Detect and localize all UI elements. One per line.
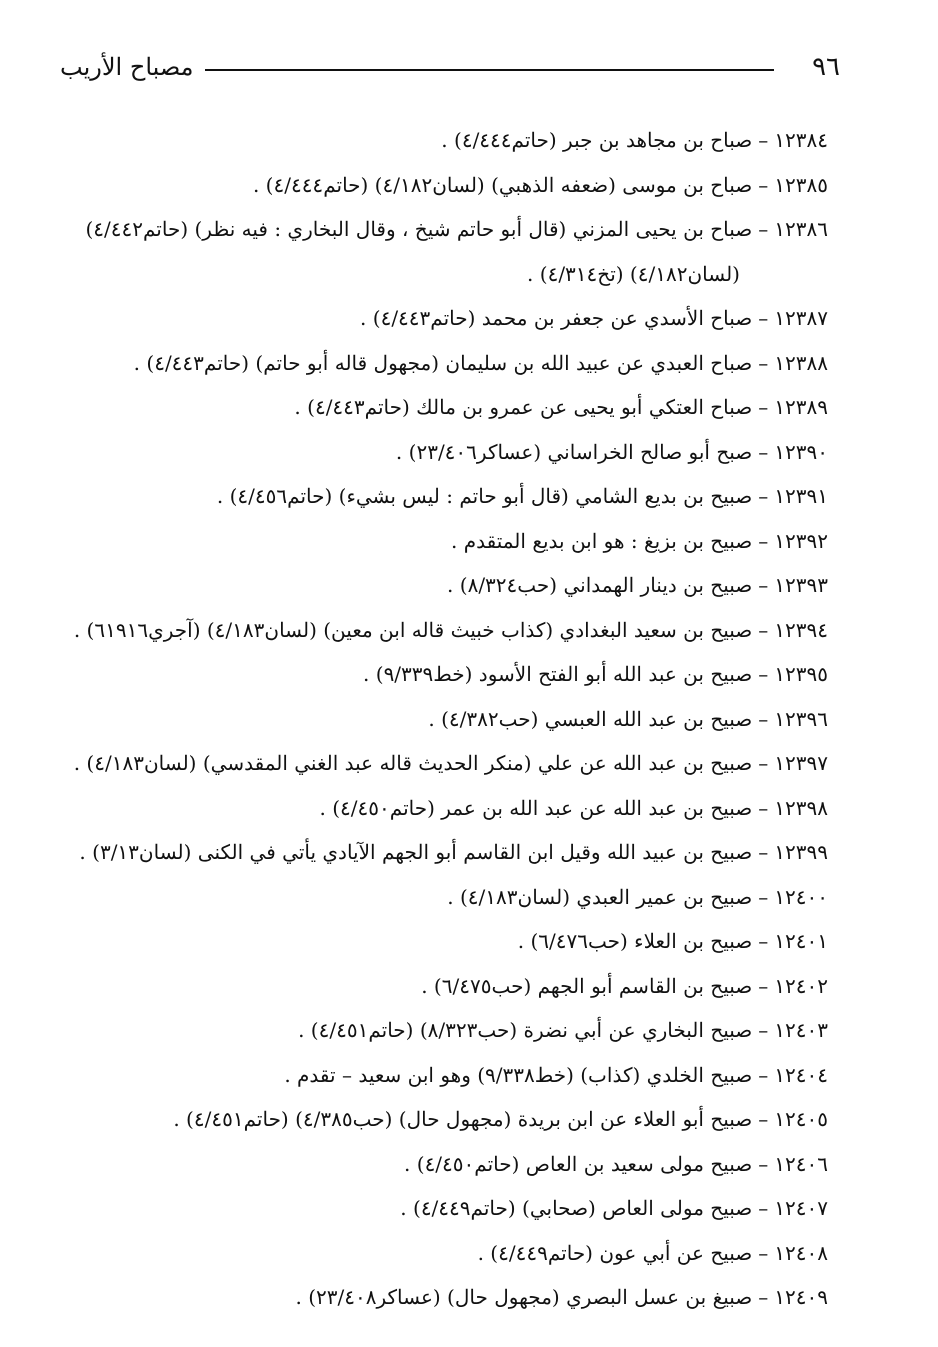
entry-row xyxy=(40,652,828,697)
entry-number: ١٢٤٠٢ xyxy=(774,973,828,998)
page-number: ٩٦ xyxy=(812,52,840,82)
entry-dash: – xyxy=(758,1062,769,1087)
entry-row xyxy=(40,207,828,296)
entry-text: صبيح مولى سعيد بن العاص (حاتم٤/٤٥٠) . xyxy=(404,1151,753,1176)
entry-text: صباح العتكي أبو يحيى عن عمرو بن مالك (حاتم٤/٤٤٣) . xyxy=(294,395,753,419)
entry-number: ١٢٣٨٧ xyxy=(774,306,828,330)
entry-dash: – xyxy=(758,1285,769,1309)
entry-row xyxy=(40,519,828,564)
entry-row xyxy=(40,1053,828,1098)
entry-row xyxy=(40,1231,828,1276)
entry-dash: – xyxy=(758,706,769,731)
entry-row xyxy=(40,296,828,341)
entry-dash: – xyxy=(758,1151,769,1176)
entry-dash: – xyxy=(758,484,769,508)
entry-number: ١٢٤٠٠ xyxy=(774,884,828,909)
entry-row xyxy=(40,919,828,964)
entry-number: ١٢٣٨٥ xyxy=(774,172,828,197)
entry-dash: – xyxy=(758,306,769,330)
entry-row xyxy=(40,1008,828,1053)
entry-text: صباح بن يحيى المزني (قال أبو حاتم شيخ ، وقال البخاري : فيه نظر) (حاتم٤/٤٤٢) xyxy=(85,217,753,241)
entry-dash: – xyxy=(758,1196,769,1220)
entry-text: صبيح بن عبد الله أبو الفتح الأسود (خط٩/٣٣٩) . xyxy=(363,662,753,686)
entry-number: ١٢٣٩٦ xyxy=(774,706,828,731)
entry-row xyxy=(40,430,828,475)
running-title: مصباح الأريب xyxy=(60,53,194,81)
entry-text: صبيح أبو العلاء عن ابن بريدة (مجهول حال) (حب٤/٣٨٥) (حاتم٤/٤٥١) . xyxy=(173,1107,753,1131)
entry-dash: – xyxy=(758,751,769,775)
entry-number: ١٢٣٩٣ xyxy=(774,573,828,597)
entry-row xyxy=(40,608,828,653)
entry-dash: – xyxy=(758,439,769,464)
entry-dash: – xyxy=(758,840,769,864)
entry-text: صبيح بن سعيد البغدادي (كذاب خبيث قاله ابن معين) (لسان٤/١٨٣) (آجري٦١٩١٦) . xyxy=(73,617,753,642)
entry-number: ١٢٤٠٣ xyxy=(774,1018,828,1042)
entry-number: ١٢٤٠٩ xyxy=(774,1285,828,1309)
entry-text: صبيح مولى العاص (صحابي) (حاتم٤/٤٤٩) . xyxy=(400,1196,753,1220)
entry-text: صبيح عن أبي عون (حاتم٤/٤٤٩) . xyxy=(477,1240,753,1265)
entry-row xyxy=(40,385,828,430)
entry-number: ١٢٣٩٤ xyxy=(774,617,828,642)
entry-row xyxy=(40,1097,828,1142)
entry-text: صبيح البخاري عن أبي نضرة (حب٨/٣٢٣) (حاتم٤/٤٥١) . xyxy=(298,1018,753,1042)
entry-dash: – xyxy=(758,662,769,686)
entry-row xyxy=(40,118,828,163)
entry-dash: – xyxy=(758,1107,769,1131)
entry-dash: – xyxy=(758,795,769,820)
entry-number: ١٢٣٨٦ xyxy=(774,217,828,241)
entry-text: صبيح بن القاسم أبو الجهم (حب٦/٤٧٥) . xyxy=(421,973,753,998)
entry-text: صباح بن مجاهد بن جبر (حاتم٤/٤٤٤) . xyxy=(441,128,753,152)
entry-number: ١٢٤٠٨ xyxy=(774,1240,828,1265)
entry-row xyxy=(40,474,828,519)
entry-row xyxy=(40,1142,828,1187)
entry-number: ١٢٤٠٦ xyxy=(774,1151,828,1176)
entry-number: ١٢٣٩٧ xyxy=(774,751,828,775)
entry-number: ١٢٣٩٢ xyxy=(774,528,828,553)
entry-text: صبح أبو صالح الخراساني (عساكر٢٣/٤٠٦) . xyxy=(395,439,753,464)
entry-row xyxy=(40,830,828,875)
page-header xyxy=(60,48,840,88)
entry-number: ١٢٣٨٩ xyxy=(774,395,828,419)
entry-row xyxy=(40,341,828,386)
entry-text: صباح العبدي عن عبيد الله بن سليمان (مجهول قاله أبو حاتم) (حاتم٤/٤٤٣) . xyxy=(133,350,753,375)
entry-row xyxy=(40,1275,828,1320)
entry-row xyxy=(40,786,828,831)
entry-text: صبيغ بن عسل البصري (مجهول حال) (عساكر٢٣/٤٠٨) . xyxy=(295,1285,753,1309)
header-rule xyxy=(205,69,774,71)
entry-number: ١٢٣٨٤ xyxy=(774,128,828,152)
entry-dash: – xyxy=(758,617,769,642)
entry-dash: – xyxy=(758,973,769,998)
entry-text: صبيح بن عبد الله عن عبد الله بن عمر (حاتم٤/٤٥٠) . xyxy=(319,795,753,820)
entry-dash: – xyxy=(758,884,769,909)
entry-number: ١٢٣٩٨ xyxy=(774,795,828,820)
entry-text: صبيح بن دينار الهمداني (حب٨/٣٢٤) . xyxy=(447,573,753,597)
entry-number: ١٢٤٠١ xyxy=(774,929,828,953)
entry-row xyxy=(40,697,828,742)
entry-text: صبيح بن عبد الله العبسي (حب٤/٣٨٢) . xyxy=(428,706,753,731)
entry-text: صبيح بن العلاء (حب٦/٤٧٦) . xyxy=(517,929,753,953)
entry-row xyxy=(40,1186,828,1231)
entry-dash: – xyxy=(758,217,769,241)
entry-list xyxy=(40,118,828,1320)
entry-dash: – xyxy=(758,573,769,597)
entry-number: ١٢٣٩١ xyxy=(774,484,828,508)
entry-dash: – xyxy=(758,350,769,375)
entry-text: صبيح بن عبيد الله وقيل ابن القاسم أبو الجهم الآيادي يأتي في الكنى (لسان٣/١٣) . xyxy=(79,840,753,864)
entry-text: صبيح الخلدي (كذاب) (خط٩/٣٣٨) وهو ابن سعيد – تقدم . xyxy=(284,1062,753,1087)
entry-dash: – xyxy=(758,128,769,152)
entry-text: صبيح بن بزيغ : هو ابن بديع المتقدم . xyxy=(451,528,753,553)
entry-row xyxy=(40,875,828,920)
entry-row xyxy=(40,741,828,786)
entry-row xyxy=(40,964,828,1009)
entry-row xyxy=(40,563,828,608)
entry-number: ١٢٣٩٥ xyxy=(774,662,828,686)
entry-text: صباح بن موسى (ضعفه الذهبي) (لسان٤/١٨٢) (حاتم٤/٤٤٤) . xyxy=(252,172,753,197)
entry-dash: – xyxy=(758,1018,769,1042)
entry-number: ١٢٤٠٥ xyxy=(774,1107,828,1131)
entry-text: صبيح بن عمير العبدي (لسان٤/١٨٣) . xyxy=(447,884,753,909)
entry-dash: – xyxy=(758,172,769,197)
entry-continuation: (لسان٤/١٨٢) (تخ٤/٣١٤) . xyxy=(527,261,740,286)
entry-number: ١٢٣٩٠ xyxy=(774,439,828,464)
entry-text: صبيح بن بديع الشامي (قال أبو حاتم : ليس بشيء) (حاتم٤/٤٥٦) . xyxy=(216,484,753,508)
entry-number: ١٢٣٨٨ xyxy=(774,350,828,375)
entry-text: صباح الأسدي عن جعفر بن محمد (حاتم٤/٤٤٣) . xyxy=(360,306,753,330)
entry-number: ١٢٤٠٤ xyxy=(774,1062,828,1087)
entry-dash: – xyxy=(758,528,769,553)
entry-number: ١٢٤٠٧ xyxy=(774,1196,828,1220)
entry-dash: – xyxy=(758,1240,769,1265)
entry-number: ١٢٣٩٩ xyxy=(774,840,828,864)
entry-dash: – xyxy=(758,929,769,953)
entry-dash: – xyxy=(758,395,769,419)
entry-text: صبيح بن عبد الله عن علي (منكر الحديث قاله عبد الغني المقدسي) (لسان٤/١٨٣) . xyxy=(73,751,753,775)
entry-row xyxy=(40,163,828,208)
